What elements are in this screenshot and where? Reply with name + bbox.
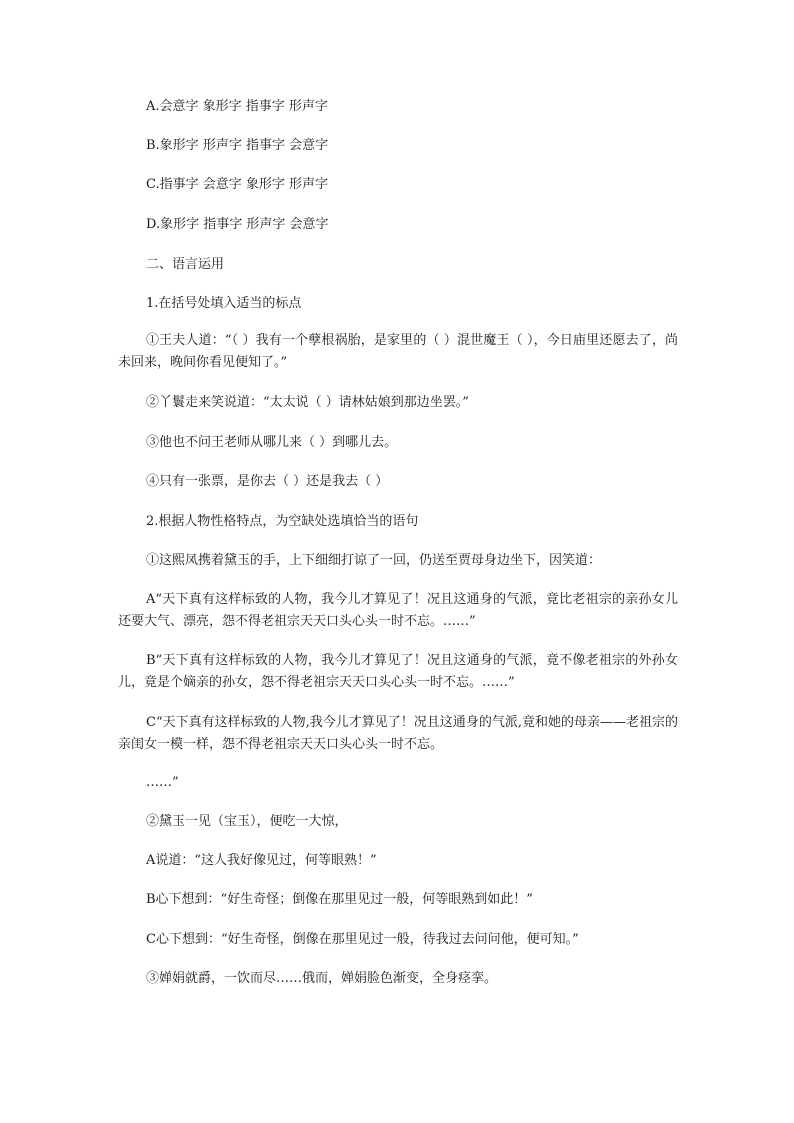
q2-item1-intro: ①这熙凤携着黛玉的手，上下细细打谅了一回，仍送至贾母身边坐下，因笑道： — [146, 553, 602, 568]
q2-item1-option-a: A“天下真有这样标致的人物，我今儿才算见了！况且这通身的气派，竟比老祖宗的亲孙女儿还要大气、漂亮，怨不得老祖宗天天口头心头一时不忘。……” — [118, 592, 678, 629]
q1-item-1: ①王夫人道：“（ ）我有一个孽根祸胎，是家里的（ ）混世魔王（ ），今日庙里还愿去了，尚未回来，晚间你看见便知了。” — [118, 333, 678, 370]
q2-item2-option-c: C心下想到：“好生奇怪，倒像在那里见过一般，待我过去问问他，便可知。” — [146, 932, 579, 947]
q2-item2-option-a: A说道：“这人我好像见过，何等眼熟！” — [146, 853, 377, 868]
q1-item-2: ②丫鬟走来笑说道：“太太说（ ）请林姑娘到那边坐罢。” — [146, 395, 469, 410]
q2-item2-intro: ②黛玉一见（宝玉），便吃一大惊， — [146, 814, 348, 829]
choice-b: B.象形字 形声字 指事字 会意字 — [146, 138, 329, 153]
q2-title: 2.根据人物性格特点，为空缺处选填恰当的语句 — [146, 514, 419, 529]
q2-item1-option-b: B“天下真有这样标致的人物，我今儿才算见了！况且这通身的气派，竟不像老祖宗的外孙女儿，竟是个嫡亲的孙女，怨不得老祖宗天天口头心头一时不忘。……” — [118, 653, 678, 690]
q1-title: 1.在括号处填入适当的标点 — [146, 296, 302, 311]
choice-a: A.会意字 象形字 指事字 形声字 — [146, 99, 328, 114]
choice-d: D.象形字 指事字 形声字 会意字 — [146, 217, 329, 232]
q2-item1-ellipsis: ……” — [146, 775, 179, 790]
section-title: 二、语言运用 — [146, 257, 225, 272]
q2-item2-option-b: B心下想到：“好生奇怪；倒像在那里见过一般，何等眼熟到如此！” — [146, 892, 533, 907]
choice-c: C.指事字 会意字 象形字 形声字 — [146, 177, 329, 192]
q1-item-3: ③他也不问王老师从哪儿来（ ）到哪儿去。 — [146, 435, 398, 450]
q2-item1-option-c: C“天下真有这样标致的人物,我今儿才算见了！况且这通身的气派,竟和她的母亲——老祖宗的亲闺女一模一样，怨不得老祖宗天天口头心头一时不忘。 — [118, 715, 678, 752]
q2-item3-intro: ③婵娟就爵，一饮而尽……俄而，婵娟脸色渐变，全身痉挛。 — [146, 971, 498, 986]
q1-item-4: ④只有一张票，是你去（ ）还是我去（ ） — [146, 474, 389, 489]
